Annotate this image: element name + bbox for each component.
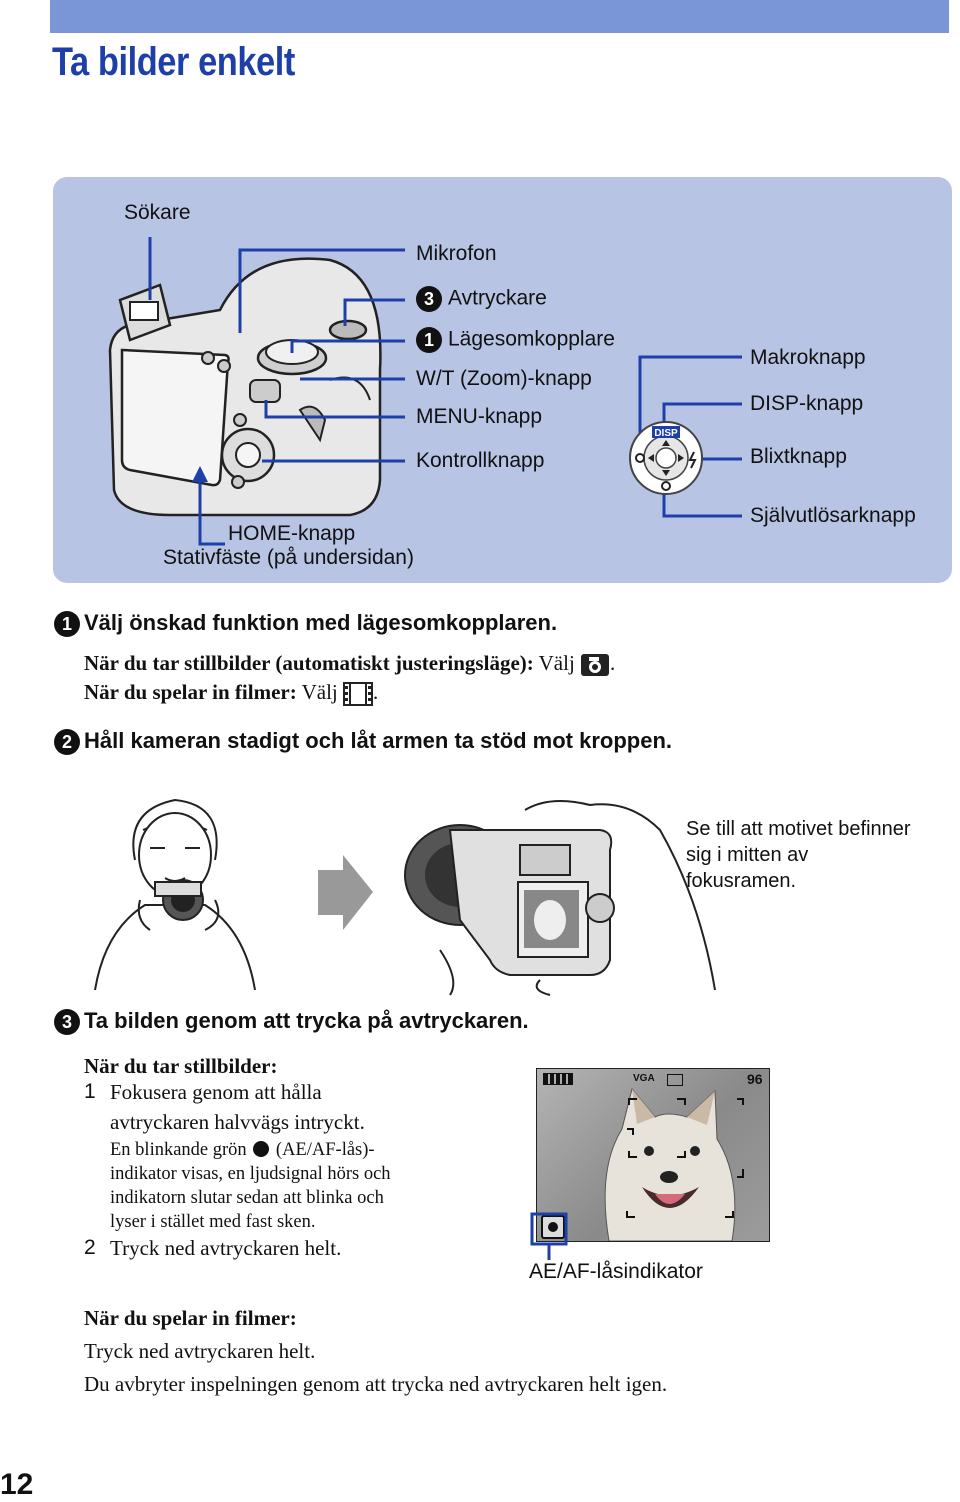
image-size-indicator: VGA (633, 1073, 655, 1084)
label-zoom: W/T (Zoom)-knapp (416, 367, 592, 390)
label-microphone: Mikrofon (416, 242, 497, 265)
label-tripod: Stativfäste (på undersidan) (163, 546, 414, 569)
label-ae-af-indicator: AE/AF-låsindikator (529, 1260, 703, 1283)
step-1-heading-text: Välj önskad funktion med lägesomkopplaren. (84, 610, 558, 635)
label-mode-switch-text: Lägesomkopplare (448, 327, 615, 351)
label-flash: Blixtknapp (750, 445, 847, 468)
label-menu: MENU-knapp (416, 405, 543, 428)
step-1-movie-lead: När du spelar in filmer: (84, 680, 297, 704)
green-dot-icon (253, 1141, 269, 1157)
battery-icon (543, 1073, 573, 1085)
label-self-timer: Självutlösarknapp (750, 504, 916, 527)
step-1-still-lead: När du tar stillbilder (automatiskt justeringsläge): (84, 651, 534, 675)
movie-line-2: Du avbryter inspelningen genom att trycka ned avtryckaren helt igen. (84, 1372, 668, 1396)
page-number: 12 (0, 1468, 34, 1501)
detail-line-2: indikator visas, en ljudsignal hörs och (110, 1164, 391, 1184)
step-1-heading (54, 610, 557, 637)
step-3-heading-text: Ta bilden genom att trycka på avtryckaren. (84, 1008, 529, 1033)
label-control: Kontrollknapp (416, 449, 545, 472)
step-3-badge: 3 (416, 286, 442, 312)
disp-icon-text: DISP (654, 428, 678, 439)
item-1-line1: Fokusera genom att hålla (110, 1080, 322, 1104)
camera-hands-closeup-illustration (400, 790, 730, 995)
step-2-note: Se till att motivet befinner sig i mitten av fokusramen. (686, 818, 911, 892)
step-3-number: 3 (54, 1009, 80, 1035)
step-1-badge: 1 (416, 327, 442, 353)
item-1-line2: avtryckaren halvvägs intryckt. (110, 1110, 365, 1134)
control-pad-illustration (628, 420, 708, 500)
detail-line-3: indikatorn slutar sedan att blinka och (110, 1188, 384, 1208)
item-2-number: 2 (84, 1236, 96, 1259)
label-mode-switch (416, 327, 615, 353)
label-disp: DISP-knapp (750, 392, 864, 415)
item-1-number: 1 (84, 1080, 96, 1103)
step-3-heading (54, 1008, 529, 1035)
detail-line-1b: (AE/AF-lås)- (275, 1140, 375, 1160)
page-title: Ta bilder enkelt (52, 40, 295, 84)
step-1-still-action: Välj (538, 651, 575, 675)
step-1-still-end: . (610, 651, 616, 675)
person-holding-camera-illustration (85, 790, 265, 990)
item-2-text: Tryck ned avtryckaren helt. (110, 1236, 342, 1260)
detail-line-1 (110, 1140, 375, 1161)
movie-line-1: Tryck ned avtryckaren helt. (84, 1339, 316, 1363)
step-1-still-line (84, 651, 615, 677)
movie-mode-icon (343, 682, 373, 706)
detail-line-1a: En blinkande grön (110, 1140, 247, 1160)
label-shutter-text: Avtryckare (448, 286, 547, 310)
arrow-right-icon (318, 855, 373, 930)
step-1-movie-action: Välj (301, 680, 338, 704)
camera-mode-icon (580, 653, 610, 677)
step-1-number: 1 (54, 611, 80, 637)
label-viewfinder: Sökare (124, 201, 191, 224)
detail-line-4: lyser i stället med fast sken. (110, 1212, 316, 1232)
label-home: HOME-knapp (228, 522, 356, 545)
step-1-movie-end: . (373, 680, 379, 704)
step-2-heading (54, 728, 672, 755)
movie-subheading: När du spelar in filmer: (84, 1306, 297, 1330)
memory-icon (667, 1074, 683, 1086)
still-subheading: När du tar stillbilder: (84, 1054, 278, 1078)
step-1-movie-line (84, 680, 378, 706)
step-2-number: 2 (54, 729, 80, 755)
step-2-heading-text: Håll kameran stadigt och låt armen ta stöd mot kroppen. (84, 728, 673, 753)
shot-count: 96 (747, 1071, 763, 1087)
label-shutter (416, 286, 547, 312)
label-macro: Makroknapp (750, 346, 866, 369)
